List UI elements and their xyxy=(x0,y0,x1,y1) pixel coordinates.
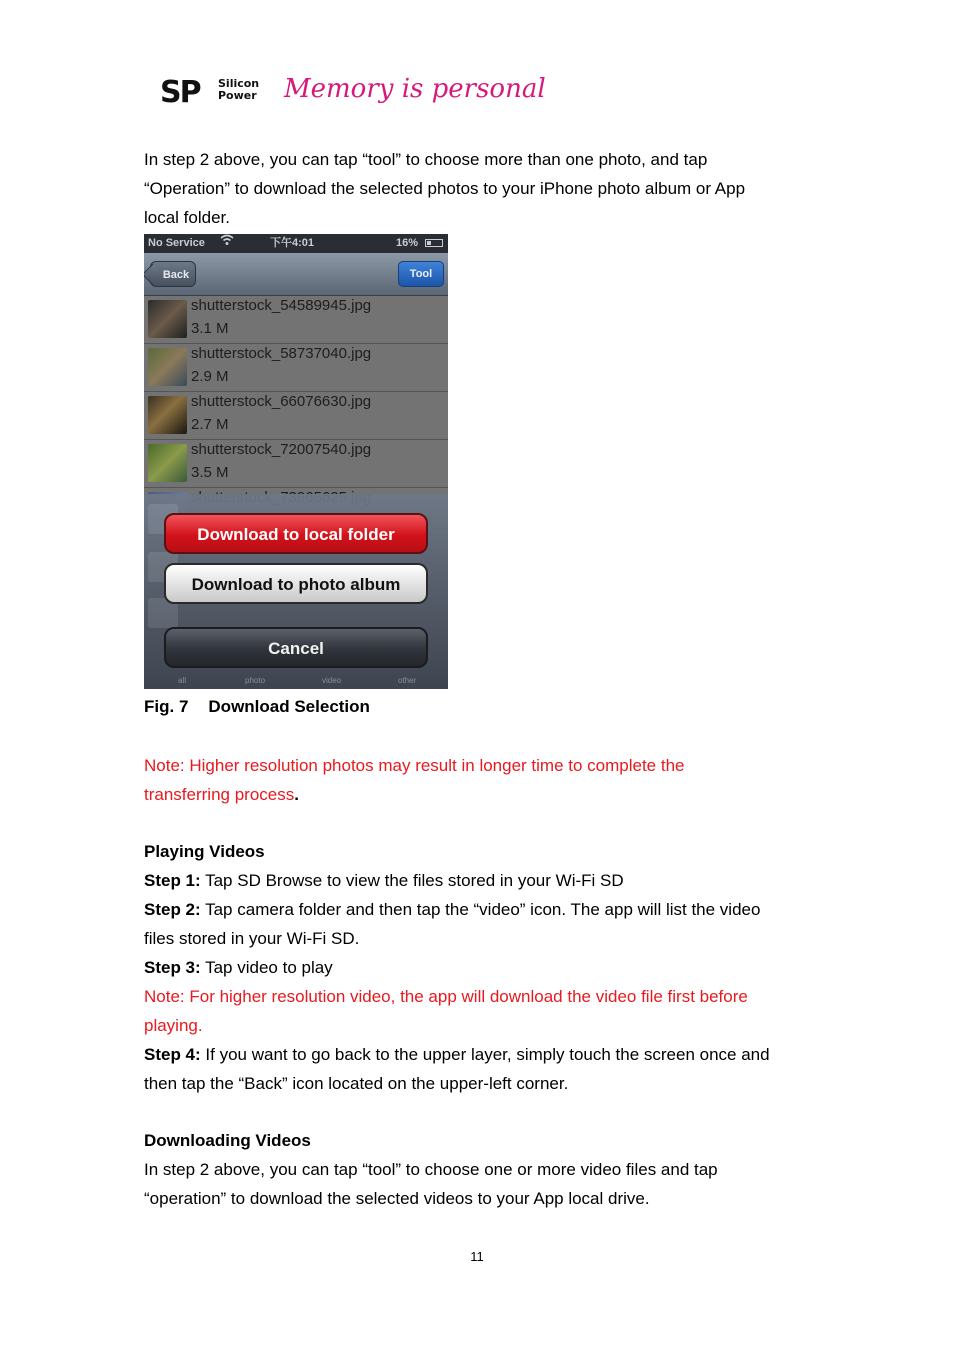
downloading-videos-section xyxy=(144,1126,804,1213)
intro-paragraph xyxy=(144,145,804,232)
phone-screenshot xyxy=(144,234,448,689)
logo-mark: SP xyxy=(160,75,200,110)
intro-line: local folder. xyxy=(144,208,230,227)
note-line: playing. xyxy=(144,1016,203,1035)
file-name: shutterstock_72007540.jpg xyxy=(191,441,372,458)
back-button-label: Back xyxy=(162,269,190,281)
note-line: Note: For higher resolution video, the app will download the video file first before xyxy=(144,987,748,1006)
logo-wordmark xyxy=(218,78,259,102)
action-sheet xyxy=(144,494,448,689)
file-size: 3.5 M xyxy=(191,464,229,481)
file-size: 2.7 M xyxy=(191,416,229,433)
list-item[interactable] xyxy=(144,296,448,344)
note-line: Note: Higher resolution photos may result in longer time to complete the xyxy=(144,756,685,775)
playing-videos-section xyxy=(144,837,804,1098)
step-text: If you want to go back to the upper layer, simply touch the screen once and xyxy=(200,1045,770,1064)
step-label: Step 3: xyxy=(144,958,201,977)
list-item[interactable] xyxy=(144,440,448,488)
tab-all[interactable]: all xyxy=(178,676,187,685)
brand-logo xyxy=(160,72,546,112)
paragraph-line: “operation” to download the selected videos to your App local drive. xyxy=(144,1189,650,1208)
paragraph-line: In step 2 above, you can tap “tool” to choose one or more video files and tap xyxy=(144,1160,718,1179)
nav-bar xyxy=(144,253,448,296)
note-period: . xyxy=(294,785,299,804)
step-label: Step 2: xyxy=(144,900,201,919)
photo-thumbnail xyxy=(148,444,187,482)
step-text: Tap camera folder and then tap the “video” icon. The app will list the video xyxy=(200,900,761,919)
note-higher-resolution-photos xyxy=(144,751,804,809)
figure-caption xyxy=(144,694,370,720)
logo-tagline: Memory is personal xyxy=(284,74,546,104)
figure-title: Download Selection xyxy=(208,697,370,716)
photo-thumbnail xyxy=(148,348,187,386)
section-heading: Playing Videos xyxy=(144,842,265,861)
list-item[interactable] xyxy=(144,344,448,392)
status-bar xyxy=(144,234,448,253)
intro-line: In step 2 above, you can tap “tool” to choose more than one photo, and tap xyxy=(144,150,708,169)
page-number: 11 xyxy=(470,1249,484,1264)
tab-video[interactable]: video xyxy=(322,676,342,685)
step-text: files stored in your Wi-Fi SD. xyxy=(144,929,360,948)
step-label: Step 1: xyxy=(144,871,201,890)
tab-photo[interactable]: photo xyxy=(245,676,266,685)
file-name: shutterstock_66076630.jpg xyxy=(191,393,372,410)
step-text: Tap SD Browse to view the files stored in your Wi-Fi SD xyxy=(200,871,624,890)
step-text: Tap video to play xyxy=(200,958,333,977)
section-heading: Downloading Videos xyxy=(144,1131,311,1150)
note-line: transferring process xyxy=(144,785,295,804)
cancel-button[interactable]: Cancel xyxy=(164,627,428,668)
photo-thumbnail xyxy=(148,300,187,338)
step-label: Step 4: xyxy=(144,1045,201,1064)
logo-word-silicon: Silicon xyxy=(218,77,260,90)
file-size: 3.1 M xyxy=(191,320,229,337)
wifi-icon xyxy=(220,234,234,253)
battery-label: 16% xyxy=(396,237,419,249)
time-label: 下午4:01 xyxy=(270,237,315,249)
intro-line: “Operation” to download the selected photos to your iPhone photo album or App xyxy=(144,179,746,198)
download-photo-album-button[interactable]: Download to photo album xyxy=(164,563,428,604)
download-local-folder-button[interactable]: Download to local folder xyxy=(164,513,428,554)
figure-number: Fig. 7 xyxy=(144,697,189,716)
file-name: shutterstock_54589945.jpg xyxy=(191,297,372,314)
battery-icon xyxy=(425,239,443,247)
logo-word-power: Power xyxy=(218,89,257,102)
file-name: shutterstock_58737040.jpg xyxy=(191,345,372,362)
back-button[interactable] xyxy=(150,261,196,287)
step-text: then tap the “Back” icon located on the upper-left corner. xyxy=(144,1074,569,1093)
list-item[interactable] xyxy=(144,392,448,440)
tool-button[interactable]: Tool xyxy=(398,261,444,287)
file-size: 2.9 M xyxy=(191,368,229,385)
photo-thumbnail xyxy=(148,396,187,434)
carrier-label: No Service xyxy=(148,237,205,249)
tab-other[interactable]: other xyxy=(398,676,417,685)
